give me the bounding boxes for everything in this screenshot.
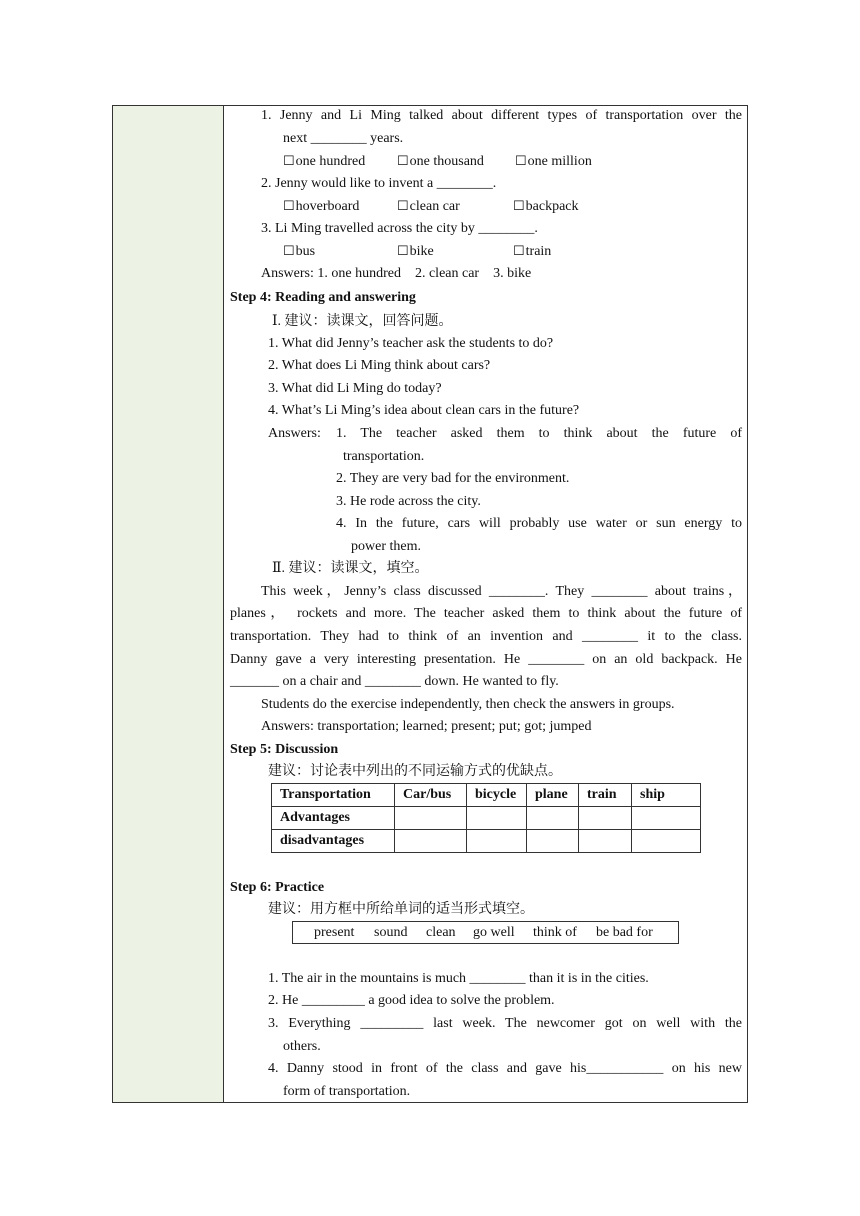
table-cell — [467, 830, 527, 853]
q1-option-3: ☐one million — [515, 153, 592, 169]
table-header-cell: plane — [527, 784, 579, 807]
step4-question-3: 3. What did Li Ming do today? — [268, 381, 442, 396]
cloze-line-3: transportation. They had to think of an invention and ________ it to the class. — [230, 629, 742, 644]
step4-answer-1a: 1. The teacher asked them to think about the future of — [336, 426, 742, 441]
table-header-cell: Car/bus — [395, 784, 467, 807]
practice-question-2: 2. He _________ a good idea to solve the problem. — [268, 993, 555, 1008]
table-cell — [395, 807, 467, 830]
checkbox-icon: ☐ — [283, 243, 295, 258]
checkbox-icon: ☐ — [283, 198, 295, 213]
table-row — [272, 830, 701, 853]
step4-answer-4a: 4. In the future, cars will probably use water or sun energy to — [336, 516, 742, 531]
cloze-line-4: Danny gave a very interesting presentation. He ________ on an old backpack. He — [230, 652, 742, 667]
word-item: present — [314, 925, 355, 940]
checkbox-icon: ☐ — [397, 198, 409, 213]
practice-question-4a: 4. Danny stood in front of the class and gave his___________ on his new — [268, 1061, 742, 1076]
q1-option-1: ☐one hundred — [283, 153, 366, 169]
table-row-label: Advantages — [272, 807, 395, 830]
cloze-line-5: _______ on a chair and ________ down. He wanted to fly. — [230, 674, 559, 689]
q1-line-1: 1. Jenny and Li Ming talked about different types of transportation over the — [261, 108, 742, 123]
step4-part1-label: Ⅰ. 建议：读课文，回答问题。 — [272, 314, 453, 329]
q2-option-2: ☐clean car — [397, 198, 460, 214]
step6-title: Step 6: Practice — [230, 880, 325, 895]
practice-question-1: 1. The air in the mountains is much ________ than it is in the cities. — [268, 971, 649, 986]
step5-title: Step 5: Discussion — [230, 742, 339, 757]
table-cell — [632, 807, 701, 830]
q1-line-2: next ________ years. — [283, 131, 404, 146]
word-item: sound — [374, 925, 408, 940]
checkbox-icon: ☐ — [515, 153, 527, 168]
q2-line: 2. Jenny would like to invent a ________. — [261, 176, 497, 191]
table-header-cell: bicycle — [467, 784, 527, 807]
step4-part2-label: Ⅱ. 建议：读课文，填空。 — [272, 561, 429, 576]
checkbox-icon: ☐ — [283, 153, 295, 168]
step6-suggestion: 建议：用方框中所给单词的适当形式填空。 — [268, 902, 534, 917]
table-cell — [467, 807, 527, 830]
q1-option-2: ☐one thousand — [397, 153, 484, 169]
q3-line: 3. Li Ming travelled across the city by ________. — [261, 221, 538, 236]
step4-answer-1b: transportation. — [343, 449, 425, 464]
word-item: clean — [426, 925, 456, 940]
checkbox-icon: ☐ — [513, 243, 525, 258]
table-header-row — [272, 784, 701, 807]
table-cell — [527, 830, 579, 853]
section1-answers: Answers: 1. one hundred 2. clean car 3. bike — [261, 266, 532, 281]
practice-question-3a: 3. Everything _________ last week. The newcomer got on well with the — [268, 1016, 742, 1031]
practice-question-3b: others. — [283, 1039, 321, 1054]
step4-title: Step 4: Reading and answering — [230, 290, 416, 305]
step4-answer-4b: power them. — [351, 539, 421, 554]
checkbox-icon: ☐ — [397, 153, 409, 168]
step4-answer-2: 2. They are very bad for the environment. — [336, 471, 570, 486]
table-cell — [527, 807, 579, 830]
q2-option-1: ☐hoverboard — [283, 198, 360, 214]
cloze-line-2: planes， rockets and more. The teacher asked them to think about the future of — [230, 606, 742, 621]
checkbox-icon: ☐ — [513, 198, 525, 213]
q3-option-2: ☐bike — [397, 243, 434, 259]
left-column-cell — [113, 106, 224, 1102]
table-cell — [632, 830, 701, 853]
step4-instruction: Students do the exercise independently, then check the answers in groups. — [261, 697, 675, 712]
word-item: go well — [473, 925, 515, 940]
word-item: think of — [533, 925, 577, 940]
q2-option-3: ☐backpack — [513, 198, 579, 214]
step4-question-2: 2. What does Li Ming think about cars? — [268, 358, 491, 373]
table-cell — [579, 830, 632, 853]
q3-option-3: ☐train — [513, 243, 552, 259]
practice-question-4b: form of transportation. — [283, 1084, 411, 1099]
table-row — [272, 807, 701, 830]
table-cell — [579, 807, 632, 830]
table-header-cell: Transportation — [272, 784, 395, 807]
step4-question-1: 1. What did Jenny’s teacher ask the students to do? — [268, 336, 554, 351]
table-row-label: disadvantages — [272, 830, 395, 853]
cloze-line-1: This week，Jenny’s class discussed ________. They ________ about trains， — [261, 584, 742, 599]
checkbox-icon: ☐ — [397, 243, 409, 258]
step5-suggestion: 建议：讨论表中列出的不同运输方式的优缺点。 — [268, 764, 562, 779]
table-header-cell: ship — [632, 784, 701, 807]
q3-option-1: ☐bus — [283, 243, 316, 259]
transportation-table — [271, 783, 701, 853]
step4-answers: Answers: transportation; learned; present; put; got; jumped — [261, 719, 592, 734]
table-cell — [395, 830, 467, 853]
step4-answer-3: 3. He rode across the city. — [336, 494, 481, 509]
word-box — [292, 921, 679, 944]
step4-answers-prefix: Answers: — [268, 426, 321, 441]
word-item: be bad for — [596, 925, 653, 940]
table-header-cell: train — [579, 784, 632, 807]
step4-question-4: 4. What’s Li Ming’s idea about clean cars in the future? — [268, 403, 580, 418]
